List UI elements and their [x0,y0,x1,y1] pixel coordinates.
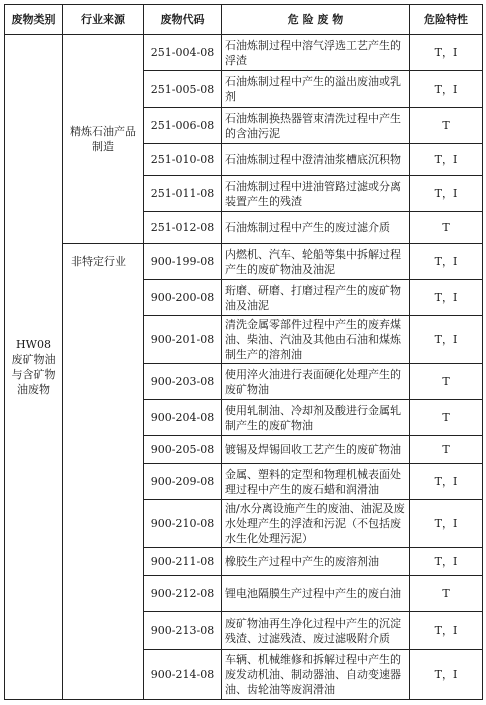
hazard-property: T，I [410,244,483,280]
hazard-property: T，I [410,280,483,316]
waste-description: 石油炼制过程中产生的废过滤介质 [222,212,410,244]
table-row [5,244,483,280]
waste-code: 900-211-08 [144,548,222,576]
hazard-property: T，I [410,464,483,500]
waste-description: 石油炼制换热器管束清洗过程中产生的含油污泥 [222,108,410,144]
category-name-line: 与含矿物 [11,368,56,381]
waste-code: 251-011-08 [144,176,222,212]
header-category: 废物类别 [5,5,63,35]
waste-code: 900-203-08 [144,364,222,400]
waste-code: 900-214-08 [144,650,222,700]
category-name-line: 废矿物油 [11,353,56,366]
hazard-property: T，I [410,612,483,650]
hazard-property: T [410,400,483,436]
waste-description: 石油炼制过程中澄清油浆槽底沉积物 [222,144,410,176]
hazard-property: T，I [410,35,483,71]
waste-description: 金属、塑料的定型和物理机械表面处理过程中产生的废石蜡和润滑油 [222,464,410,500]
table-row [5,35,483,71]
hazard-property: T，I [410,500,483,548]
waste-code: 900-209-08 [144,464,222,500]
hazard-property: T，I [410,316,483,364]
waste-description: 石油炼制过程中进油管路过滤或分离装置产生的残渣 [222,176,410,212]
waste-code: 900-210-08 [144,500,222,548]
waste-code: 251-012-08 [144,212,222,244]
waste-code: 900-205-08 [144,436,222,464]
category-name-line: 油废物 [17,383,50,396]
industry-refining: 精炼石油产品制造 [63,35,144,244]
header-waste: 危 险 废 物 [222,5,410,35]
hazard-property: T [410,108,483,144]
waste-code: 900-201-08 [144,316,222,364]
waste-description: 使用轧制油、冷却剂及酸进行金属轧制产生的废矿物油 [222,400,410,436]
waste-code: 900-199-08 [144,244,222,280]
waste-description: 使用淬火油进行表面硬化处理产生的废矿物油 [222,364,410,400]
waste-description: 油/水分离设施产生的废油、油泥及废水处理产生的浮渣和污泥（不包括废水生化处理污泥） [222,500,410,548]
waste-description: 橡胶生产过程中产生的废溶剂油 [222,548,410,576]
header-row [5,5,483,35]
waste-description: 石油炼制过程中溶气浮选工艺产生的浮渣 [222,35,410,71]
hazardous-waste-table [4,4,483,700]
waste-description: 镀锡及焊锡回收工艺产生的废矿物油 [222,436,410,464]
hazard-property: T [410,576,483,612]
waste-description: 石油炼制过程中产生的溢出废油或乳剂 [222,71,410,108]
hazard-property: T，I [410,650,483,700]
waste-description: 内燃机、汽车、轮船等集中拆解过程产生的废矿物油及油泥 [222,244,410,280]
header-industry: 行业来源 [63,5,144,35]
header-code: 废物代码 [144,5,222,35]
hazard-property: T，I [410,71,483,108]
waste-code: 900-212-08 [144,576,222,612]
waste-description: 废矿物油再生净化过程中产生的沉淀残渣、过滤残渣、废过滤吸附介质 [222,612,410,650]
hazard-property: T [410,436,483,464]
waste-code: 251-005-08 [144,71,222,108]
hazard-property: T [410,212,483,244]
waste-code: 900-200-08 [144,280,222,316]
waste-code: 251-006-08 [144,108,222,144]
waste-description: 清洗金属零部件过程中产生的废弃煤油、柴油、汽油及其他由石油和煤炼制生产的溶剂油 [222,316,410,364]
industry-nonspecific: 非特定行业 [63,244,144,700]
header-property: 危险特性 [410,5,483,35]
hazard-property: T，I [410,144,483,176]
category-code: HW08 [16,338,51,351]
category-cell [5,35,63,700]
waste-code: 251-010-08 [144,144,222,176]
hazard-property: T，I [410,176,483,212]
hazard-property: T [410,364,483,400]
waste-description: 锂电池隔膜生产过程中产生的废白油 [222,576,410,612]
waste-code: 900-204-08 [144,400,222,436]
hazard-property: T，I [410,548,483,576]
waste-code: 900-213-08 [144,612,222,650]
waste-code: 251-004-08 [144,35,222,71]
waste-description: 车辆、机械维修和拆解过程中产生的废发动机油、制动器油、自动变速器油、齿轮油等废润滑油 [222,650,410,700]
waste-description: 珩磨、研磨、打磨过程产生的废矿物油及油泥 [222,280,410,316]
